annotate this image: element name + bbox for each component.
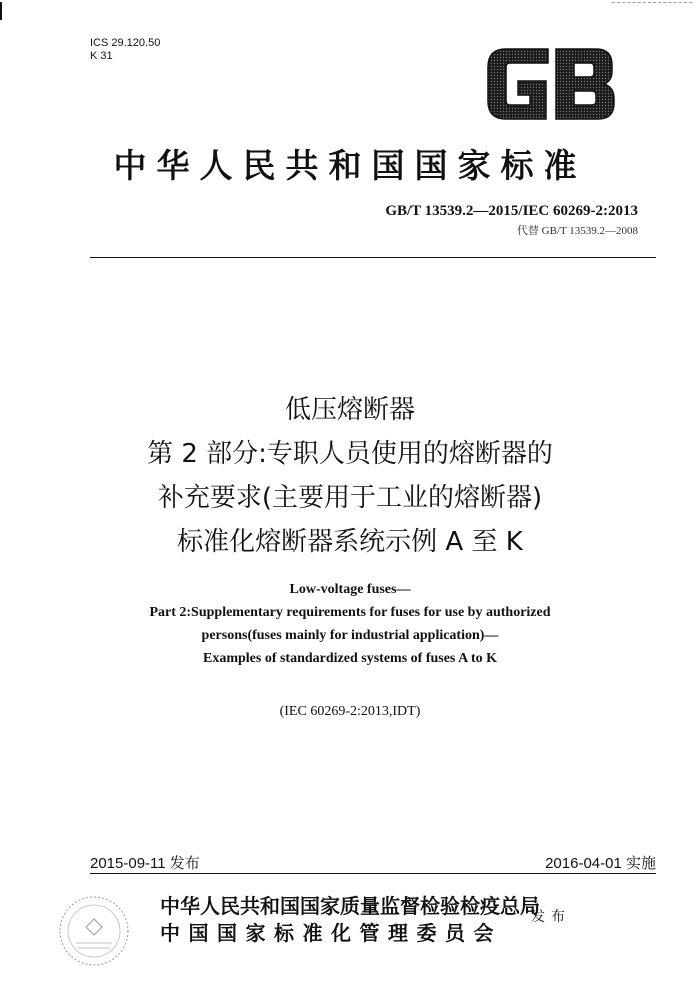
- chinese-title-line: 低压熔断器: [284, 395, 415, 425]
- issuer-sac: 中国国家标准化管理委员会: [160, 921, 502, 945]
- corner-dash: [612, 2, 692, 3]
- chinese-title: [50, 388, 650, 564]
- chinese-title-line: 第 2 部分:专职人员使用的熔断器的: [147, 439, 553, 469]
- english-title-line: Low-voltage fuses—: [289, 582, 411, 597]
- national-standard-title: 中华人民共和国国家标准: [113, 146, 587, 185]
- bottom-divider: [90, 873, 656, 874]
- issue-date: 2015-09-11 发布: [90, 855, 200, 872]
- publish-label: 发布: [531, 909, 571, 925]
- ccs-code: K 31: [90, 50, 113, 62]
- gb-logo-icon: [484, 41, 618, 127]
- chinese-title-line: 补充要求(主要用于工业的熔断器): [157, 483, 543, 513]
- iec-reference: (IEC 60269-2:2013,IDT): [279, 704, 421, 719]
- english-title: [60, 578, 640, 670]
- english-title-line: Part 2:Supplementary requirements for fuses for use by authorized: [149, 605, 551, 620]
- chinese-title-line: 标准化熔断器系统示例 A 至 K: [177, 527, 523, 557]
- standard-number: GB/T 13539.2—2015/IEC 60269-2:2013: [385, 203, 638, 219]
- publisher-seal-icon: [56, 893, 132, 969]
- edge-mark: [0, 2, 2, 20]
- classification-codes: [90, 37, 160, 63]
- top-divider: [90, 257, 656, 258]
- english-title-line: persons(fuses mainly for industrial application)—: [201, 628, 499, 643]
- issuer-aqsiq: 中华人民共和国国家质量监督检验检疫总局: [160, 894, 540, 918]
- replaces-standard: 代替 GB/T 13539.2—2008: [516, 225, 638, 237]
- english-title-line: Examples of standardized systems of fuses A to K: [202, 651, 497, 666]
- issuing-authorities: [160, 893, 540, 947]
- implementation-date: 2016-04-01 实施: [545, 855, 656, 872]
- ics-code: ICS 29.120.50: [90, 37, 161, 49]
